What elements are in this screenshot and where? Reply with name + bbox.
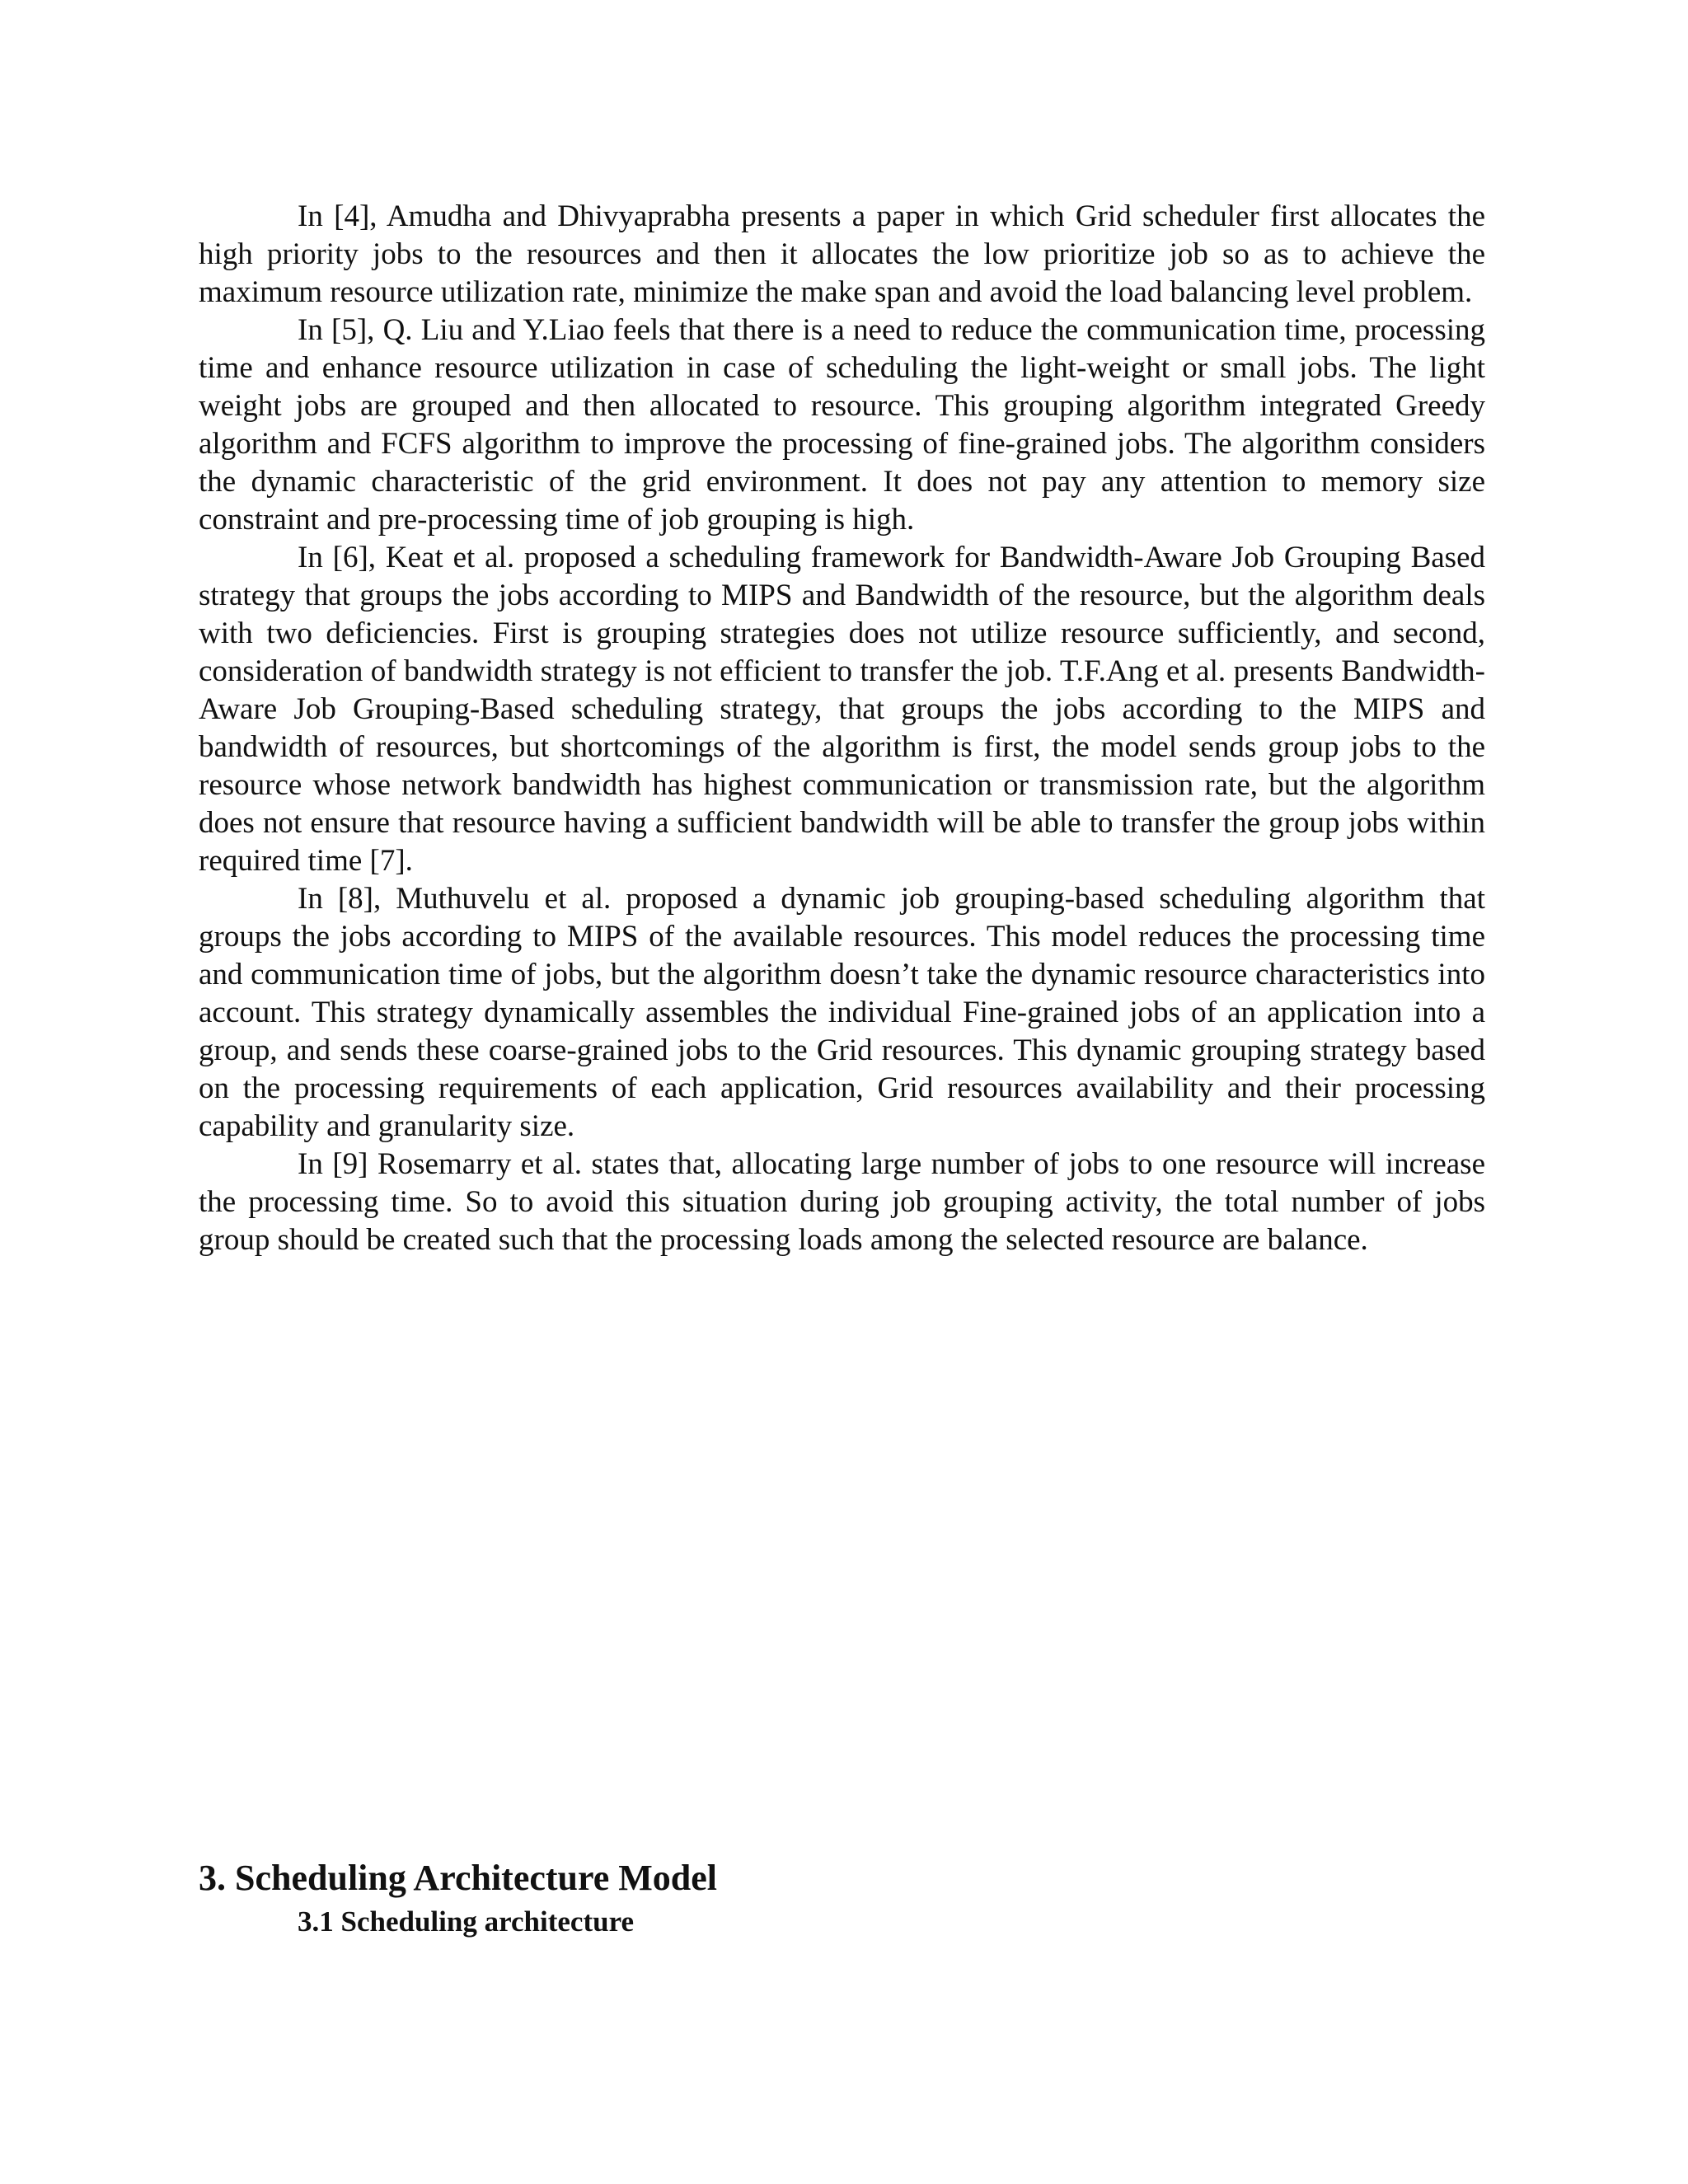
paragraph-ref-5: In [5], Q. Liu and Y.Liao feels that there is a need to reduce the communication time, processing time and enhance resource utilization in case of scheduling the light-weight or small jobs. The light weight jobs are grouped and then allocated to resource. This grouping algorithm integrated Greedy algorithm and FCFS algorithm to improve the processing of fine-grained jobs. The algorithm considers the dynamic characteristic of the grid environment. It does not pay any attention to memory size constraint and pre-processing time of job grouping is high. <box>199 313 1485 537</box>
paragraph-ref-9: In [9] Rosemarry et al. states that, allocating large number of jobs to one resource will increase the processing time. So to avoid this situation during job grouping activity, the total number of jobs group should be created such that the processing loads among the selected resource are balance. <box>199 1147 1485 1257</box>
subsection-heading: 3.1 Scheduling architecture <box>298 1905 635 1938</box>
paragraph-ref-4: In [4], Amudha and Dhivyaprabha presents a paper in which Grid scheduler first allocates the high priority jobs to the resources and then it allocates the low prioritize job so as to achieve the maximum resource utilization rate, minimize the make span and avoid the load balancing level problem. <box>199 199 1485 309</box>
body-text <box>199 198 1485 1259</box>
paragraph-ref-6-7: In [6], Keat et al. proposed a scheduling framework for Bandwidth-Aware Job Grouping Based strategy that groups the jobs according to MIPS and Bandwidth of the resource, but the algorithm deals with two deficiencies. First is grouping strategies does not utilize resource sufficiently, and second, consideration of bandwidth strategy is not efficient to transfer the job. T.F.Ang et al. presents Bandwidth-Aware Job Grouping-Based scheduling strategy, that groups the jobs according to the MIPS and bandwidth of resources, but shortcomings of the algorithm is first, the model sends group jobs to the resource whose network bandwidth has highest communication or transmission rate, but the algorithm does not ensure that resource having a sufficient bandwidth will be able to transfer the group jobs within required time [7]. <box>199 541 1485 878</box>
section-heading: 3. Scheduling Architecture Model <box>199 1858 718 1898</box>
paragraph-ref-8: In [8], Muthuvelu et al. proposed a dynamic job grouping-based scheduling algorithm that groups the jobs according to MIPS of the available resources. This model reduces the processing time and communication time of jobs, but the algorithm doesn’t take the dynamic resource characteristics into account. This strategy dynamically assembles the individual Fine-grained jobs of an application into a group, and sends these coarse-grained jobs to the Grid resources. This dynamic grouping strategy based on the processing requirements of each application, Grid resources availability and their processing capability and granularity size. <box>199 882 1485 1143</box>
